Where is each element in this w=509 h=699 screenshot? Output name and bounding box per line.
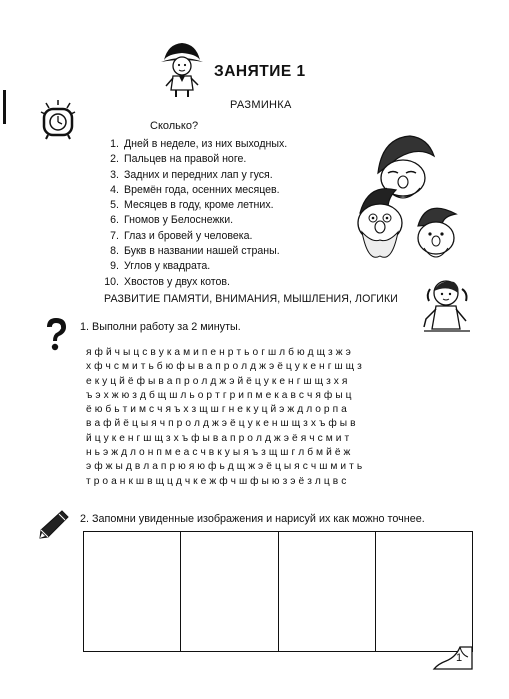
pencil-icon — [38, 509, 70, 544]
drawing-box[interactable] — [279, 532, 376, 651]
question-mark-icon — [44, 317, 68, 358]
item-number: 6. — [110, 214, 119, 227]
grid-row: э ф ж ы д в л а п р ю я ю ф ь д щ ж э ё ц ы я с ч ш м и т ь — [86, 461, 363, 473]
item-number: 1. — [110, 138, 119, 150]
item-text: Месяцев в году, кроме летних. — [124, 199, 274, 212]
task-2-text: 2. Запомни увиденные изображения и нарисуй их как можно точнее. — [80, 513, 425, 525]
item-number: 9. — [110, 260, 119, 273]
list-item — [95, 213, 287, 228]
list-item — [95, 198, 287, 213]
item-text: Пальцев на правой ноге. — [124, 153, 247, 166]
item-text: Времён года, осенних месяцев. — [124, 183, 280, 196]
list-item — [95, 168, 287, 183]
item-text: Углов у квадрата. — [124, 260, 211, 273]
drawing-box[interactable] — [376, 532, 472, 651]
section-heading: РАЗВИТИЕ ПАМЯТИ, ВНИМАНИЯ, МЫШЛЕНИЯ, ЛОГИКИ — [104, 293, 398, 305]
warmup-list — [95, 137, 287, 290]
task-1-text: 1. Выполни работу за 2 минуты. — [80, 321, 241, 333]
grid-row: й ц у к е н г ш щ з х ъ ф ы в а п р о л д ж э ё я ч с м и т — [86, 432, 350, 444]
girl-icon — [158, 40, 206, 103]
list-item — [95, 137, 287, 152]
drawing-box[interactable] — [181, 532, 278, 651]
list-item — [95, 259, 287, 274]
grid-row: я ф й ч ы ц с в у к а м и п е н р т ь о г ш л б ю д щ з ж э — [86, 347, 351, 358]
grid-row: в а ф й ё ц ы я ч п р о л д ж э ё ц у к е н ш щ з х ъ ф ы в — [86, 418, 356, 430]
grid-row: т р о а н к ш в щ ц д ч к е ж ф ч ш ф ы ю з э ё з л ц в с — [86, 475, 347, 487]
item-number: 3. — [110, 168, 119, 181]
drawing-box[interactable] — [84, 532, 181, 651]
list-item — [95, 183, 287, 198]
warmup-question: Сколько? — [150, 120, 199, 132]
grid-row: ё ю б ь т и м с ч я ъ х з щ ш г н е к у ц й э ж д л о р п а — [86, 404, 347, 416]
page-title: ЗАНЯТИЕ 1 — [214, 63, 306, 80]
grid-row: ъ э х ж ю з д б щ ш л ь о р т г р и п м е к а в с ч я ф ы ц — [86, 389, 352, 401]
list-item — [95, 229, 287, 244]
item-text: Гномов у Белоснежки. — [124, 214, 234, 227]
alarm-clock-icon — [40, 100, 76, 145]
item-number: 4. — [110, 183, 119, 196]
page-corner-icon — [432, 643, 474, 673]
page-number: 1 — [456, 652, 463, 664]
item-text: Задних и передних лап у гуся. — [124, 168, 273, 181]
gnomes-illustration — [348, 128, 468, 273]
item-text: Дней в неделе, из них выходных. — [124, 138, 288, 150]
schoolgirl-icon — [424, 279, 472, 344]
list-item — [95, 152, 287, 167]
grid-row: х ф ч с м и т ь б ю ф ы в а п р о л д ж э ё ц у к е н г ш щ з — [86, 361, 362, 373]
list-item — [95, 275, 287, 290]
item-number: 5. — [110, 199, 119, 212]
item-text: Букв в названии нашей страны. — [124, 245, 280, 258]
item-number: 8. — [110, 245, 119, 258]
list-item — [95, 244, 287, 259]
item-text: Хвостов у двух котов. — [124, 275, 230, 288]
item-number: 2. — [110, 153, 119, 166]
grid-row: е к у ц й ё ф ы в а п р о л д ж э й ё ц у к е н г ш щ з х я — [86, 375, 348, 387]
margin-mark — [3, 90, 6, 124]
grid-row: н ь э ж д л о н п м е а с ч в к у ы я ъ з щ ш г л б м й ё ж — [86, 447, 351, 459]
item-text: Глаз и бровей у человека. — [124, 229, 253, 242]
letter-grid — [86, 346, 362, 489]
item-number: 7. — [110, 229, 119, 242]
drawing-boxes — [83, 531, 473, 652]
warmup-heading: РАЗМИНКА — [230, 99, 292, 111]
item-number: 10. — [104, 275, 119, 288]
